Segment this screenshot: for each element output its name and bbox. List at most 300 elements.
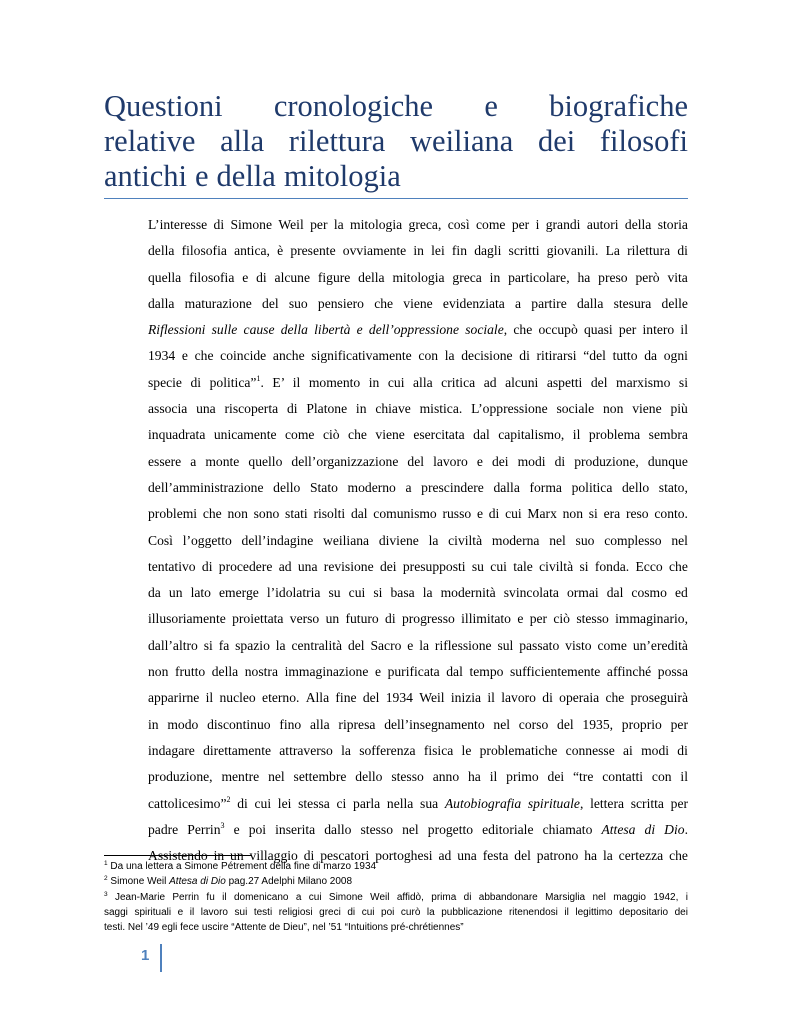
word: per xyxy=(529,611,548,627)
word: Alla xyxy=(305,690,330,706)
word: e xyxy=(177,906,184,918)
word: religiosi xyxy=(278,906,313,918)
word: poi xyxy=(381,906,395,918)
page-title xyxy=(104,89,688,194)
word: non xyxy=(148,664,169,680)
word: in xyxy=(413,243,424,259)
word: storia xyxy=(657,217,688,232)
word: certezza xyxy=(618,848,664,864)
word: e xyxy=(181,348,188,364)
word: Sacro xyxy=(370,637,402,653)
word: del xyxy=(557,716,574,732)
word: affinché xyxy=(606,664,652,680)
word: ha xyxy=(584,848,598,864)
word: dall’altro xyxy=(148,637,198,653)
word: immaginario, xyxy=(615,611,688,627)
footnote-ref[interactable]: 2 xyxy=(226,794,231,804)
footnote-line: testi. Nel ’49 egli fece uscire “Attente de Dieu”, nel ’51 “Intuitions pré-chrétiennes” xyxy=(104,922,464,934)
word: basa xyxy=(390,585,415,601)
title-word: cronologiche xyxy=(273,89,434,123)
word: è xyxy=(277,243,284,259)
word: modi xyxy=(517,453,546,469)
word: ciò xyxy=(553,611,570,627)
word: il xyxy=(205,690,214,706)
text-line xyxy=(148,343,688,369)
word: del xyxy=(362,690,380,706)
word: nostra xyxy=(244,664,278,680)
word: particolare, xyxy=(508,269,570,285)
text-line xyxy=(148,738,688,764)
word: civiltà xyxy=(448,532,483,548)
word: dell’amministrazione xyxy=(148,479,264,495)
word: Simone xyxy=(230,217,273,232)
word: 1934 xyxy=(385,690,413,706)
word: ogni xyxy=(663,348,688,364)
word: dei xyxy=(379,558,397,574)
title-word: weiliana xyxy=(410,124,514,158)
word: della xyxy=(624,217,652,232)
word: come xyxy=(476,217,506,232)
word: da xyxy=(148,585,161,601)
word: apparirne xyxy=(148,690,200,706)
title-word: antichi xyxy=(104,159,187,193)
word: con xyxy=(418,348,439,364)
word: dal xyxy=(446,664,463,680)
word: e xyxy=(242,269,249,285)
word: significativamente xyxy=(311,348,412,364)
word: verso xyxy=(289,611,320,627)
word: procedere xyxy=(218,558,273,574)
word: dello xyxy=(355,769,383,785)
word: La xyxy=(605,243,620,259)
word: mentre xyxy=(221,769,260,785)
word: anche xyxy=(272,348,305,364)
word: stati xyxy=(285,506,308,522)
word: corso xyxy=(518,716,549,732)
word: problematiche xyxy=(479,742,558,758)
footnote-ref[interactable]: 1 xyxy=(256,373,261,383)
word: spazio xyxy=(235,637,270,653)
word: presente xyxy=(290,243,336,259)
word: per xyxy=(511,217,530,232)
word: risolti xyxy=(313,506,346,522)
word: cui xyxy=(490,558,507,574)
title-word: biografiche xyxy=(549,89,688,123)
word: dei xyxy=(674,906,688,918)
word: un xyxy=(325,611,340,627)
word: più xyxy=(670,401,688,417)
text-line xyxy=(148,580,688,606)
word: L’oppressione xyxy=(471,401,548,417)
word: delle xyxy=(661,295,688,311)
word: “del xyxy=(583,348,606,364)
text-line: cattolicesimo”$^2$ di cui lei stessa ci parla nella sua Autobiografia spirituale, lettera scritta per xyxy=(148,794,689,811)
title-word: dei xyxy=(537,124,576,158)
word: si xyxy=(588,506,598,522)
text-line xyxy=(148,606,688,632)
word: a xyxy=(190,453,197,469)
word: portoghesi xyxy=(375,848,433,864)
text-line: padre Perrin$^3$ e poi inserita dallo stesso nel progetto editoriale chiamato Attesa di Dio. xyxy=(148,820,688,837)
text-line: specie di politica”$^1$. E’ il momento in cui alla critica ad alcuni aspetti del marxismo si xyxy=(148,373,688,390)
word: non xyxy=(562,506,584,522)
book-title: Autobiografia spirituale xyxy=(444,795,580,811)
word: eterno. xyxy=(262,690,300,706)
word: la xyxy=(426,906,435,918)
word: a xyxy=(405,479,412,495)
word: nel xyxy=(549,532,566,548)
word: di xyxy=(677,243,688,259)
word: scritti xyxy=(508,243,540,259)
word: monte xyxy=(205,453,240,469)
word: era xyxy=(603,506,621,522)
word: viene xyxy=(403,295,433,311)
word: per xyxy=(670,716,688,732)
word: di xyxy=(303,848,315,864)
word: che xyxy=(202,506,222,522)
word: saggi xyxy=(104,906,128,918)
word: che xyxy=(605,690,625,706)
book-title: Riflessioni sulle cause della libertà e dell’oppressione sociale xyxy=(148,322,504,338)
word: stesso xyxy=(391,769,424,785)
word: alcune xyxy=(274,269,311,285)
word: viene xyxy=(375,427,405,443)
text-line xyxy=(148,265,688,291)
word: di xyxy=(519,348,530,364)
text-line xyxy=(148,554,688,580)
word: pensiero xyxy=(317,295,364,311)
word: di xyxy=(256,269,267,285)
word: diviene xyxy=(378,532,419,548)
word: dal xyxy=(473,427,490,443)
word: contatti xyxy=(602,769,644,785)
word: il xyxy=(680,769,688,785)
text-line xyxy=(148,422,688,448)
word: connesse xyxy=(565,742,615,758)
word: e xyxy=(476,453,483,469)
word: sofferenza xyxy=(359,742,416,758)
word: riscoperta xyxy=(224,401,279,417)
word: sono xyxy=(253,506,280,522)
word: proseguirà xyxy=(630,690,688,706)
word: pubblicazione xyxy=(441,906,503,918)
title-word: alla xyxy=(220,124,265,158)
word: fa xyxy=(218,637,230,653)
word: rilettura xyxy=(627,243,671,259)
title-word: della xyxy=(216,159,276,193)
word: del xyxy=(407,453,425,469)
word: complesso xyxy=(604,532,662,548)
word: che xyxy=(669,848,688,864)
word: con xyxy=(651,769,672,785)
text-line xyxy=(148,396,688,422)
word: Ecco xyxy=(635,558,663,574)
word: svincolata xyxy=(503,585,559,601)
word: la xyxy=(444,348,455,364)
word: dell’organizzazione xyxy=(291,453,399,469)
word: esercitata xyxy=(413,427,465,443)
word: unicamente xyxy=(213,427,277,443)
word: su xyxy=(471,558,484,574)
word: moderno xyxy=(347,479,396,495)
word: la xyxy=(275,637,286,653)
footnote-separator xyxy=(104,855,252,856)
word: visto xyxy=(565,637,592,653)
word: fine xyxy=(335,690,357,706)
word: immaginazione xyxy=(284,664,369,680)
word: dello xyxy=(621,479,650,495)
word: una xyxy=(196,401,216,417)
text-line xyxy=(148,212,688,238)
word: ha xyxy=(577,269,591,285)
word: stesura xyxy=(613,295,652,311)
word: festa xyxy=(482,848,509,864)
word: weiliana xyxy=(323,532,370,548)
word: sul xyxy=(497,637,514,653)
word: di xyxy=(542,690,553,706)
word: ha xyxy=(468,769,481,785)
word: nucleo xyxy=(219,690,256,706)
word: il xyxy=(189,906,195,918)
word: di xyxy=(385,611,396,627)
word: direttamente xyxy=(203,742,271,758)
word: tempo xyxy=(469,664,504,680)
word: autori xyxy=(586,217,619,232)
word: stato, xyxy=(658,479,688,495)
word: cui xyxy=(361,906,375,918)
word: le xyxy=(461,742,472,758)
word: figure xyxy=(317,269,351,285)
word: quello xyxy=(248,453,283,469)
text-line xyxy=(148,712,688,738)
text-line xyxy=(148,475,688,501)
word: dei xyxy=(491,453,509,469)
word: ad xyxy=(438,848,452,864)
word: fin xyxy=(451,243,468,259)
word: la xyxy=(419,637,430,653)
text-line xyxy=(148,238,688,264)
word: civiltà xyxy=(539,558,574,574)
word: lato xyxy=(190,585,211,601)
word: prescindere xyxy=(421,479,484,495)
word: nel xyxy=(493,716,511,732)
word: conto. xyxy=(654,506,688,522)
word: coincide xyxy=(220,348,267,364)
word: Stato xyxy=(309,479,338,495)
word: e xyxy=(407,637,414,653)
footnote-ref[interactable]: 3 xyxy=(220,820,225,830)
word: villaggio xyxy=(249,848,298,864)
word: settembre xyxy=(293,769,347,785)
word: patrono xyxy=(536,848,579,864)
word: ormai xyxy=(566,585,599,601)
word: quella xyxy=(148,269,182,285)
word: dalla xyxy=(576,295,604,311)
word: associa xyxy=(148,401,188,417)
word: politica xyxy=(571,479,613,495)
word: revisione xyxy=(323,558,374,574)
word: un xyxy=(230,848,244,864)
word: lei xyxy=(431,243,445,259)
word: proiettata xyxy=(232,611,284,627)
word: si xyxy=(373,585,383,601)
word: si xyxy=(203,637,213,653)
word: vita xyxy=(667,269,688,285)
word: problemi xyxy=(148,506,198,522)
word: sociale xyxy=(556,401,595,417)
word: dello xyxy=(273,479,301,495)
word: sui xyxy=(234,906,248,918)
word: operaia xyxy=(559,690,600,706)
word: modernità xyxy=(440,585,496,601)
word: il xyxy=(572,427,581,443)
word: possa xyxy=(657,664,688,680)
word: produzione, xyxy=(574,453,639,469)
word: curò xyxy=(400,906,421,918)
word: spirituali xyxy=(134,906,172,918)
word: indagare xyxy=(148,742,195,758)
word: frutto xyxy=(174,664,206,680)
word: alla xyxy=(310,716,330,732)
word: la xyxy=(422,585,433,601)
word: maturazione xyxy=(184,295,252,311)
word: in xyxy=(355,401,367,417)
word: moderna xyxy=(491,532,540,548)
word: anno xyxy=(432,769,460,785)
word: dunque xyxy=(647,453,688,469)
word: di xyxy=(286,401,298,417)
word: essere xyxy=(148,453,182,469)
word: presupposti xyxy=(402,558,466,574)
word: fonda. xyxy=(594,558,630,574)
word: giovanili. xyxy=(546,243,599,259)
title-word: e xyxy=(195,159,209,193)
word: ai xyxy=(623,742,633,758)
word: comunismo xyxy=(373,506,437,522)
word: in xyxy=(489,269,501,285)
word: ritirarsi xyxy=(536,348,577,364)
word: chiave xyxy=(375,401,411,417)
word: Assistendo xyxy=(148,848,208,864)
title-word: relative xyxy=(104,124,196,158)
book-title: Attesa di Dio xyxy=(601,821,685,837)
word: dell’insegnamento xyxy=(384,716,485,732)
text-line xyxy=(148,528,688,554)
word: capitalismo, xyxy=(498,427,565,443)
word: suo xyxy=(575,532,595,548)
word: non xyxy=(227,506,248,522)
word: di xyxy=(347,906,356,918)
word: di xyxy=(677,742,688,758)
word: greca xyxy=(452,269,482,285)
word: futuro xyxy=(345,611,379,627)
word: ovviamente xyxy=(342,243,407,259)
word: del xyxy=(514,848,531,864)
word: viene xyxy=(632,401,662,417)
text-line xyxy=(148,685,688,711)
word: fisica xyxy=(423,742,454,758)
word: greci xyxy=(319,906,341,918)
word: mistica. xyxy=(419,401,463,417)
footnotes xyxy=(104,859,688,935)
word: dalla xyxy=(493,479,520,495)
word: che xyxy=(374,295,394,311)
word: e xyxy=(374,664,381,680)
word: su xyxy=(328,585,341,601)
word: come xyxy=(597,637,627,653)
word: tutto xyxy=(612,348,638,364)
word: nel xyxy=(268,769,285,785)
word: della xyxy=(358,269,385,285)
word: per xyxy=(310,217,328,232)
word: decisione xyxy=(461,348,513,364)
word: forma xyxy=(529,479,562,495)
word: proprio xyxy=(621,716,662,732)
text-line xyxy=(148,764,688,790)
word: la xyxy=(333,217,344,232)
word: un xyxy=(168,585,183,601)
word: modo xyxy=(167,716,199,732)
word: dagli xyxy=(474,243,502,259)
word: il xyxy=(489,769,498,785)
word: di xyxy=(213,217,225,232)
word: così xyxy=(447,217,470,232)
word: però xyxy=(635,269,660,285)
word: cui xyxy=(505,506,522,522)
word: dell’indagine xyxy=(241,532,314,548)
word: russo xyxy=(442,506,472,522)
footnote-3 xyxy=(104,890,688,936)
word: emerge xyxy=(219,585,259,601)
word: e xyxy=(517,611,524,627)
text-line xyxy=(148,449,688,475)
word: da xyxy=(644,348,658,364)
word: produzione, xyxy=(148,769,213,785)
footnote-1: $^1$ Da una lettera a Simone Pétrement della fine di marzo 1934 xyxy=(104,860,377,872)
word: sembra xyxy=(648,427,688,443)
page-number: 1 xyxy=(141,947,150,964)
word: Platone xyxy=(306,401,348,417)
word: filosofia xyxy=(181,243,227,259)
word: dalla xyxy=(148,295,175,311)
title-line xyxy=(104,159,688,194)
word: 1935, xyxy=(582,716,614,732)
word: purificata xyxy=(387,664,440,680)
text-line xyxy=(148,659,688,685)
word: mitologia xyxy=(350,217,403,232)
word: lavoro xyxy=(433,453,468,469)
word: lavoro xyxy=(501,690,536,706)
title-word: mitologia xyxy=(283,159,401,193)
word: L’interesse xyxy=(148,217,208,232)
word: del xyxy=(262,295,279,311)
word: ciò xyxy=(322,427,340,443)
word: sufficientemente xyxy=(510,664,601,680)
word: una xyxy=(297,558,318,574)
word: il xyxy=(564,906,569,918)
word: testi xyxy=(253,906,273,918)
text-line: Riflessioni sulle cause della libertà e dell’oppressione sociale, che occupò quasi per intero il xyxy=(148,322,688,338)
word: del xyxy=(347,637,365,653)
word: legittimo xyxy=(575,906,613,918)
word: la xyxy=(602,848,613,864)
word: attraverso xyxy=(279,742,333,758)
word: che xyxy=(348,427,367,443)
title-divider xyxy=(104,198,688,199)
footnote-line xyxy=(104,905,688,920)
word: 1934 xyxy=(148,348,176,364)
word: centralità xyxy=(291,637,343,653)
